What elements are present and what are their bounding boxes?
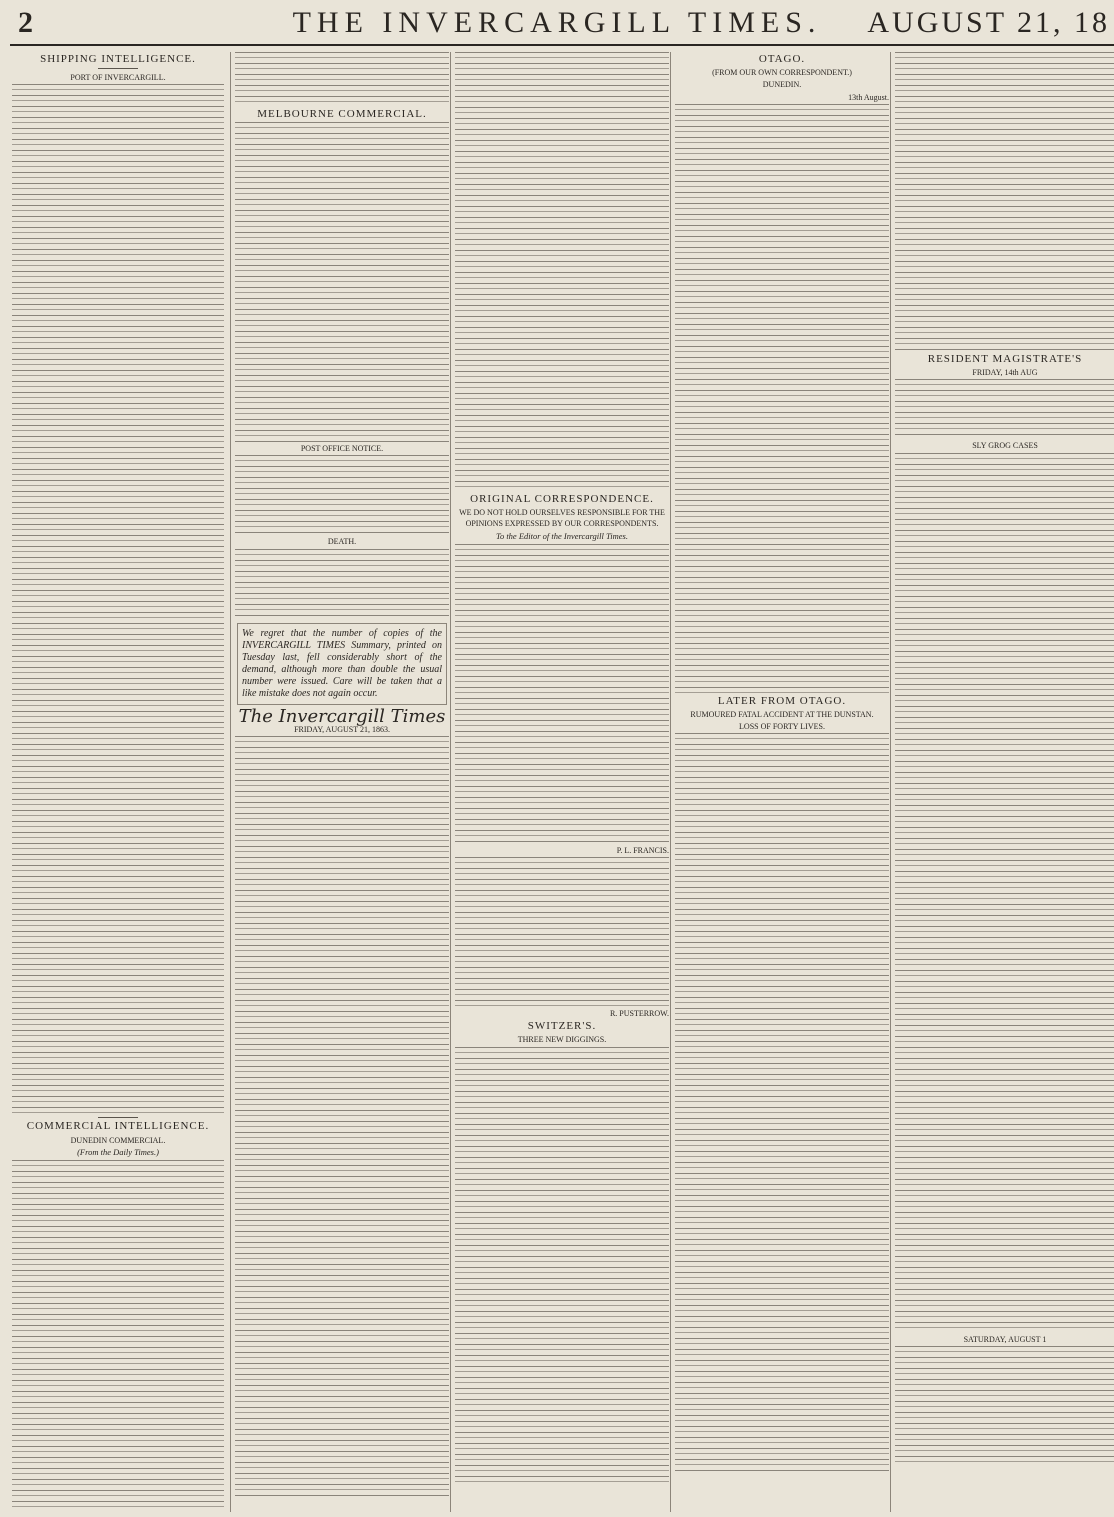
later-text [675,733,889,1473]
saturday-text [895,1346,1114,1466]
melbourne-commercial-heading: MELBOURNE COMMERCIAL. [257,108,427,120]
melbourne-text-block [235,122,449,442]
issue-date: AUGUST 21, 18 [867,6,1110,39]
commercial-heading: COMMERCIAL INTELLIGENCE. [26,1120,210,1133]
otago-heading: OTAGO. [758,53,806,65]
later-from-otago-heading: LATER FROM OTAGO. [717,694,847,707]
text-block [895,52,1114,352]
switzers-subheading: THREE NEW DIGGINGS. [517,1035,607,1045]
divider [98,1117,138,1118]
letter-1-signature: P. L. FRANCIS. [616,845,669,855]
otago-subheading: (FROM OUR OWN CORRESPONDENT.) [712,68,852,78]
port-heading: PORT OF INVERCARGILL. [70,73,166,83]
dunedin-date: 13th August. [848,92,889,102]
loss-of-lives-heading: LOSS OF FORTY LIVES. [739,722,825,732]
switzers-heading: SWITZER'S. [527,1020,597,1033]
rumoured-accident-heading: RUMOURED FATAL ACCIDENT AT THE DUNSTAN. [690,710,874,720]
sly-grog-heading: SLY GROG CASES [972,441,1038,451]
post-office-text-block [235,455,449,535]
letter-2-signature: R. PUSTERROW. [609,1009,669,1019]
column-1 [12,52,224,1512]
page-number: 2 [18,6,33,39]
resident-magistrate-heading: RESIDENT MAGISTRATE'S [927,353,1083,365]
editorial-text-block [235,736,449,1496]
saturday-heading: SATURDAY, AUGUST 1 [963,1334,1047,1344]
court-text [895,379,1114,439]
dateline: FRIDAY, AUGUST 21, 1863. [294,724,390,734]
shipping-heading: SHIPPING INTELLIGENCE. [40,53,196,65]
masthead-rule [10,44,1114,46]
column-5 [890,52,1114,1512]
post-office-notice-heading: POST OFFICE NOTICE. [300,444,384,454]
shipping-text-block [12,84,224,1114]
daily-times-credit: (From the Daily Times.) [77,1146,159,1157]
divider [98,68,138,69]
letter-addressee: To the Editor of the Invercargill Times. [496,530,628,541]
text-block [235,52,449,107]
column-4 [670,52,889,1512]
dunedin-heading: DUNEDIN. [762,80,802,90]
commercial-text-block [12,1160,224,1512]
death-text-block [235,549,449,619]
column-3 [450,52,669,1512]
masthead [0,0,1114,44]
original-correspondence-heading: ORIGINAL CORRESPONDENCE. [470,493,654,505]
sly-grog-text [895,453,1114,1333]
text-block [455,52,669,492]
newspaper-nameplate: The Invercargill Times [238,705,446,727]
newspaper-title: THE INVERCARGILL TIMES. [292,6,822,39]
letter-2-text [455,857,669,1007]
otago-text [675,104,889,694]
column-2 [230,52,449,1512]
summary-notice: We regret that the number of copies of the INVERCARGILL TIMES Summary, printed on Tuesday last, fell considerably short of the demand, although more than double the usual number were issued. Care will be taken that a like mistake does not again occur. [237,623,447,705]
dunedin-commercial-heading: DUNEDIN COMMERCIAL. [70,1135,166,1145]
letter-1-text [455,544,669,844]
switzers-text [455,1047,669,1487]
friday-heading: FRIDAY, 14th AUG [972,368,1038,378]
death-heading: DEATH. [327,537,357,547]
correspondence-disclaimer: WE DO NOT HOLD OURSELVES RESPONSIBLE FOR THE OPINIONS EXPRESSED BY OUR CORRESPONDENTS. [459,508,665,529]
